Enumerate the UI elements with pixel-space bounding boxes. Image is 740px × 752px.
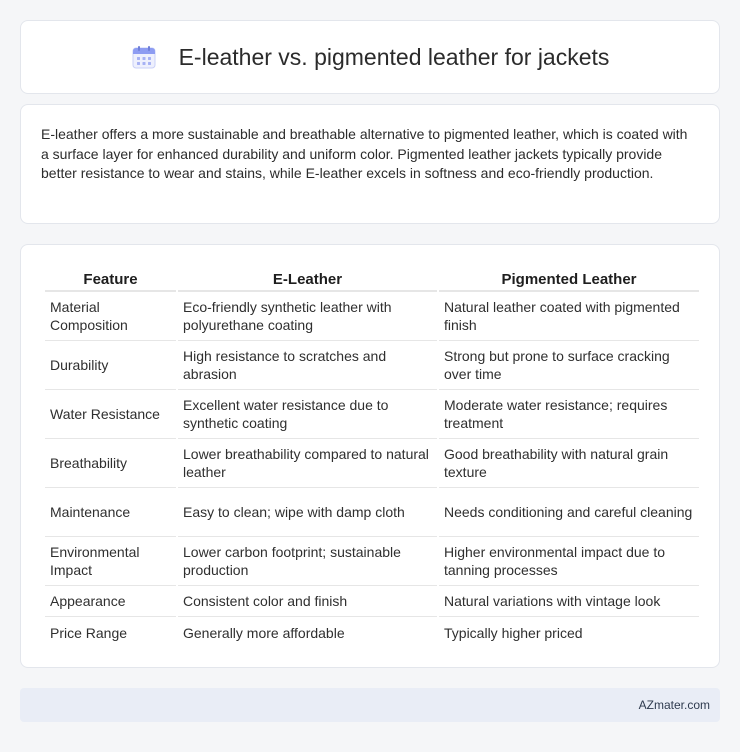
e-leather-cell: Excellent water resistance due to synthetic coating [178,390,437,439]
footer-bar [20,688,720,722]
e-leather-cell: Easy to clean; wipe with damp cloth [178,488,437,537]
title-card [20,20,720,94]
header-feature: Feature [45,265,176,292]
table-row [45,390,699,439]
comparison-card [20,244,720,668]
comparison-table [43,265,701,648]
e-leather-cell: Eco-friendly synthetic leather with polyurethane coating [178,292,437,341]
e-leather-cell: High resistance to scratches and abrasion [178,341,437,390]
feature-cell: Maintenance [45,488,176,537]
table-row [45,537,699,586]
pigmented-leather-cell: Typically higher priced [444,624,583,641]
feature-cell: Environmental Impact [45,537,176,586]
table-row [45,439,699,488]
e-leather-cell: Consistent color and finish [178,586,437,617]
summary-paragraph: E-leather offers a more sustainable and breathable alternative to pigmented leather, which is coated with a surface layer for enhanced durability and uniform color. Pigmented leather jackets typically provide better resistance to wear and stains, while E-leather excels in softness and eco-friendly production. [41,126,688,181]
header-e-leather: E-Leather [178,265,437,292]
calendar-icon [131,44,157,70]
pigmented-leather-cell: Strong but prone to surface cracking over time [439,341,699,390]
table-row [45,586,699,617]
feature-cell: Breathability [45,439,176,488]
table-header-row [45,265,699,292]
pigmented-leather-cell: Moderate water resistance; requires treatment [439,390,699,439]
pigmented-leather-cell: Needs conditioning and careful cleaning [439,488,699,537]
e-leather-cell: Lower breathability compared to natural leather [178,439,437,488]
footer-brand[interactable]: AZmater.com [638,698,710,712]
feature-cell: Appearance [45,586,176,617]
table-row [45,341,699,390]
pigmented-leather-cell: Higher environmental impact due to tanning processes [439,537,699,586]
pigmented-leather-cell: Natural variations with vintage look [439,586,699,617]
feature-cell: Material Composition [45,292,176,341]
header-pigmented-leather: Pigmented Leather [439,265,699,292]
e-leather-cell: Generally more affordable [183,624,345,641]
pigmented-leather-cell: Good breathability with natural grain texture [439,439,699,488]
e-leather-cell: Lower carbon footprint; sustainable production [178,537,437,586]
table-row [45,617,699,648]
feature-cell: Price Range [50,624,128,641]
feature-cell: Water Resistance [45,390,176,439]
feature-cell: Durability [45,341,176,390]
pigmented-leather-cell: Natural leather coated with pigmented finish [439,292,699,341]
table-row [45,488,699,537]
summary-card [20,104,720,224]
page-title: E-leather vs. pigmented leather for jackets [178,43,610,70]
table-row [45,292,699,341]
